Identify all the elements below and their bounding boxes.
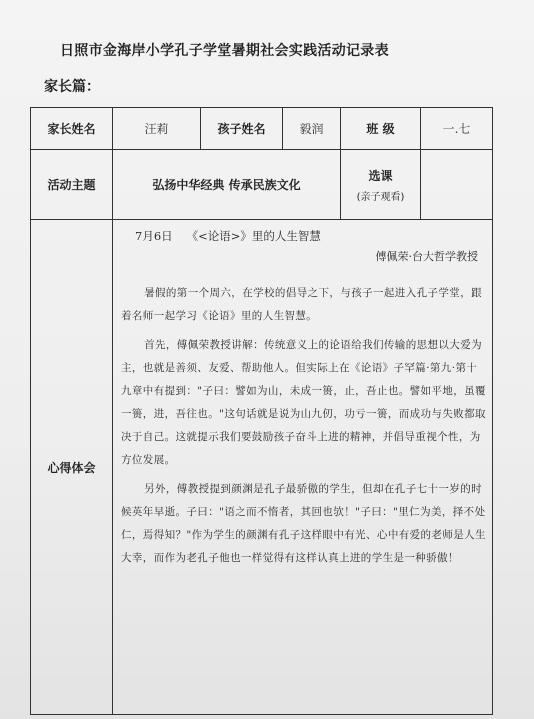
class-value: 一.七 xyxy=(421,108,493,150)
reflection-label: 心得体会 xyxy=(31,220,113,715)
theme-value: 弘扬中华经典 传承民族文化 xyxy=(113,150,341,220)
row-reflection xyxy=(31,220,493,715)
section-heading: 家长篇： xyxy=(44,79,100,95)
course-cell xyxy=(341,150,421,220)
course-label: 选课 xyxy=(368,168,393,183)
reflection-paragraph: 首先，傅佩荣教授讲解：传统意义上的论语给我们传输的思想以大爱为主，也就是善须、友爱、帮助他人。但实际上在《论语》子罕篇·第九·第十九章中有提到："子曰：譬如为山，未成一篑，止，吾止也。譬如平地，虽覆一篑，进，吾往也。"这句话就是说为山九仞，功亏一篑，而成功与失败都取决于自己。这就提示我们要鼓励孩子奋斗上进的精神，并倡导重视个性，为方位发展。 xyxy=(121,339,486,466)
course-value-empty xyxy=(421,150,493,220)
reflection-heading: 《<论语>》里的人生智慧 xyxy=(186,229,321,243)
row-theme xyxy=(31,150,493,220)
reflection-header xyxy=(121,226,486,246)
reflection-paragraph: 另外，傅教授提到颜渊是孔子最骄傲的学生，但却在孔子七十一岁的时候英年早逝。子曰："语之而不惰者，其回也欤！"子曰："里仁为美，择不处仁，焉得知？"作为学生的颜渊有孔子这样眼中有光、心中有爱的老师是人生大幸，而作为老孔子他也一样觉得有这样认真上进的学生是一种骄傲！ xyxy=(121,483,486,564)
child-name-label: 孩子姓名 xyxy=(201,108,283,150)
reflection-author: 傅佩荣·台大哲学教授 xyxy=(375,250,478,263)
row-names xyxy=(31,108,493,150)
reflection-date: 7月6日 xyxy=(135,229,173,243)
document-title: 日照市金海岸小学孔子学堂暑期社会实践活动记录表 xyxy=(60,43,389,59)
class-label: 班 级 xyxy=(341,108,421,150)
reflection-content xyxy=(121,226,486,708)
record-table xyxy=(30,107,493,715)
parent-name-label: 家长姓名 xyxy=(31,108,113,150)
parent-name-value: 汪莉 xyxy=(113,108,201,150)
child-name-value: 毅润 xyxy=(283,108,341,150)
reflection-paragraph: 暑假的第一个周六，在学校的倡导之下，与孩子一起进入孔子学堂，跟着名师一起学习《论语》里的人生智慧。 xyxy=(121,287,482,322)
reflection-cell xyxy=(113,220,493,715)
theme-label: 活动主题 xyxy=(31,150,113,220)
course-sub: (亲子观看) xyxy=(356,191,405,203)
